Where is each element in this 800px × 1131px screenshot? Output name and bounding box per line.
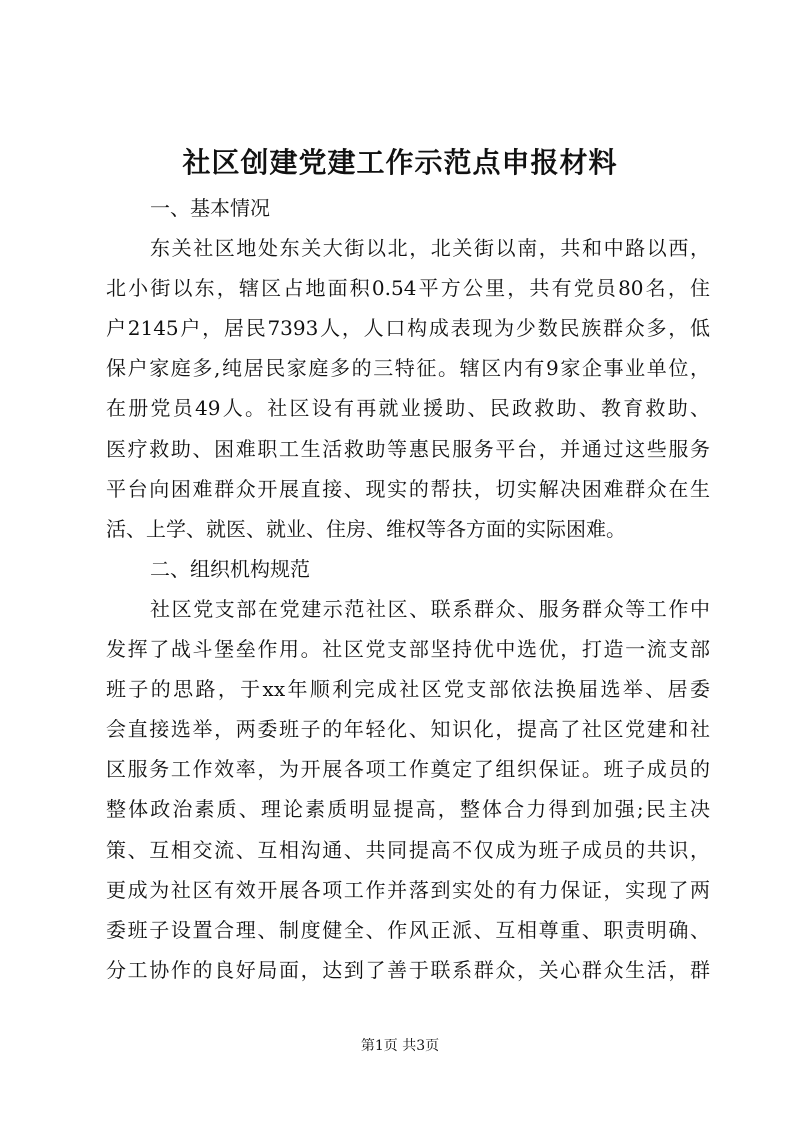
text-line: 一、基本情况 [150, 196, 270, 220]
text-line: 平台向困难群众开展直接、现实的帮扶，切实解决困难群众在生 [106, 476, 710, 501]
text-line: 保户家庭多,纯居民家庭多的三特征。辖区内有9家企事业单位， [106, 356, 710, 381]
text-line: 社区党支部在党建示范社区、联系群众、服务群众等工作中 [150, 596, 710, 621]
text-line: 策、互相交流、互相沟通、共同提高不仅成为班子成员的共识， [106, 837, 710, 862]
text-line: 发挥了战斗堡垒作用。社区党支部坚持优中选优，打造一流支部 [106, 637, 710, 662]
document-body [106, 188, 710, 990]
text-line: 东关社区地处东关大街以北，北关街以南，共和中路以西， [150, 236, 710, 261]
text-line: 会直接选举，两委班子的年轻化、知识化，提高了社区党建和社 [106, 717, 710, 742]
text-line: 整体政治素质、理论素质明显提高，整体合力得到加强;民主决 [106, 797, 710, 822]
text-line: 更成为社区有效开展各项工作并落到实处的有力保证，实现了两 [106, 877, 710, 902]
text-line: 分工协作的良好局面，达到了善于联系群众，关心群众生活，群 [106, 957, 710, 982]
text-line: 委班子设置合理、制度健全、作风正派、互相尊重、职责明确、 [106, 917, 710, 942]
page-footer: 第1页 共3页 [360, 1038, 440, 1054]
text-line: 医疗救助、困难职工生活救助等惠民服务平台，并通过这些服务 [106, 436, 710, 461]
text-line: 班子的思路，于xx年顺利完成社区党支部依法换届选举、居委 [106, 677, 710, 702]
page-title: 社区创建党建工作示范点申报材料 [182, 146, 618, 179]
text-line: 二、组织机构规范 [150, 556, 310, 581]
text-line: 北小街以东，辖区占地面积0.54平方公里，共有党员80名，住 [106, 276, 710, 301]
text-line: 户2145户，居民7393人，人口构成表现为少数民族群众多，低 [106, 316, 710, 341]
text-line: 区服务工作效率，为开展各项工作奠定了组织保证。班子成员的 [106, 757, 710, 782]
text-line: 活、上学、就医、就业、住房、维权等各方面的实际困难。 [106, 516, 626, 541]
text-line: 在册党员49人。社区设有再就业援助、民政救助、教育救助、 [106, 396, 710, 421]
